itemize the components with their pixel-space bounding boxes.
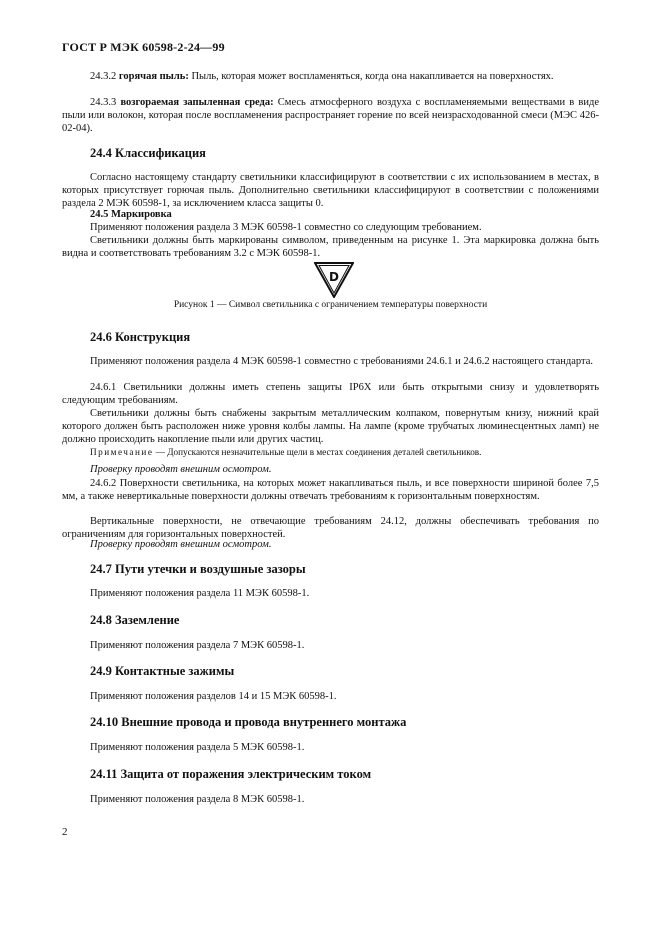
section-24-6-2-text-2: Вертикальные поверхности, не отвечающие требованиям 24.12, должны обеспечивать требования по ограничениям для горизонтальных поверхностей. — [62, 516, 599, 541]
section-24-9-text: Применяют положения разделов 14 и 15 МЭК 60598-1. — [90, 691, 337, 702]
note-text: — Допускаются незначительные щели в местах соединения деталей светильников. — [153, 447, 482, 457]
standard-header: ГОСТ Р МЭК 60598-2-24—99 — [62, 40, 225, 54]
surface-temperature-symbol-icon — [314, 262, 354, 298]
term-24-3-2 — [62, 70, 599, 83]
section-heading-24-5: 24.5 Маркировка — [90, 209, 172, 220]
term-definition: Смесь атмосферного воздуха с воспламеняемыми веществами в виде пыли или волокон, которая после воспламенения распространяет горение по всей неизрасходованной смеси (МЭС 426-02-04). — [62, 97, 600, 135]
section-heading-24-11: 24.11 Защита от поражения электрическим током — [90, 767, 372, 781]
term-definition: Пыль, которая может воспламеняться, когда она накапливается на поверхностях. — [188, 71, 554, 82]
term-number: 24.3.2 — [90, 71, 117, 82]
page-number: 2 — [62, 826, 68, 838]
section-24-4-text: Согласно настоящему стандарту светильники классифицируют в соответствии с их использованием в местах, в которых присутствует горючая пыль. Дополнительно светильники классифицируют в соответствии с положениями раздела 2 МЭК 60598-1, за исключением класса защиты 0. — [62, 172, 599, 210]
section-24-6-1-text-2: Светильники должны быть снабжены закрытым металлическим колпаком, повернутым книзу, нижний край которого должен быть расположен ниже уровня колбы лампы. На лампе (кроме трубчатых люминесцентных ламп) не должно происходить накопление пыли или других частиц. — [62, 408, 599, 446]
figure-caption: Рисунок 1 — Символ светильника с ограничением температуры поверхности — [173, 300, 488, 310]
term-number: 24.3.3 — [90, 97, 117, 108]
term-24-3-3 — [62, 96, 599, 136]
note-label: Примечание — [90, 447, 154, 457]
section-24-10-text: Применяют положения раздела 5 МЭК 60598-1. — [90, 742, 305, 753]
section-24-8-text: Применяют положения раздела 7 МЭК 60598-1. — [90, 640, 305, 651]
section-heading-24-4: 24.4 Классификация — [90, 146, 206, 160]
term-name: возгораемая запыленная среда: — [120, 97, 274, 108]
section-heading-24-8: 24.8 Заземление — [90, 613, 180, 627]
section-24-7-text: Применяют положения раздела 11 МЭК 60598-1. — [90, 588, 310, 599]
section-24-6-2-text: 24.6.2 Поверхности светильника, на которых может накапливаться пыль, и все поверхности шириной более 7,5 мм, а также невертикальные поверхности должны отвечать требованиям к горизонтальным поверхностям. — [62, 478, 599, 503]
section-heading-24-7: 24.7 Пути утечки и воздушные зазоры — [90, 562, 306, 576]
section-heading-24-10: 24.10 Внешние провода и провода внутреннего монтажа — [90, 715, 407, 729]
section-heading-24-6: 24.6 Конструкция — [90, 330, 191, 344]
note — [90, 447, 600, 457]
check-note-2: Проверку проводят внешним осмотром. — [90, 539, 272, 550]
section-heading-24-9: 24.9 Контактные зажимы — [90, 664, 235, 678]
check-note-1: Проверку проводят внешним осмотром. — [90, 464, 272, 475]
section-24-6-text-1: Применяют положения раздела 4 МЭК 60598-1 совместно с требованиями 24.6.1 и 24.6.2 настоящего стандарта. — [90, 356, 593, 367]
section-24-6-1-text: 24.6.1 Светильники должны иметь степень защиты IP6X или быть открытыми снизу и удовлетворять следующим требованиям. — [62, 382, 599, 407]
section-24-5-text-1: Применяют положения раздела 3 МЭК 60598-1 совместно со следующим требованием. — [90, 222, 482, 233]
symbol-letter: D — [329, 270, 339, 284]
section-24-5-text-2: Светильники должны быть маркированы символом, приведенным на рисунке 1. Эта маркировка должна быть видна и соответствовать требованиям 3.2 с МЭК 60598-1. — [62, 235, 599, 260]
section-24-11-text: Применяют положения раздела 8 МЭК 60598-1. — [90, 794, 305, 805]
term-name: горячая пыль: — [118, 71, 189, 82]
